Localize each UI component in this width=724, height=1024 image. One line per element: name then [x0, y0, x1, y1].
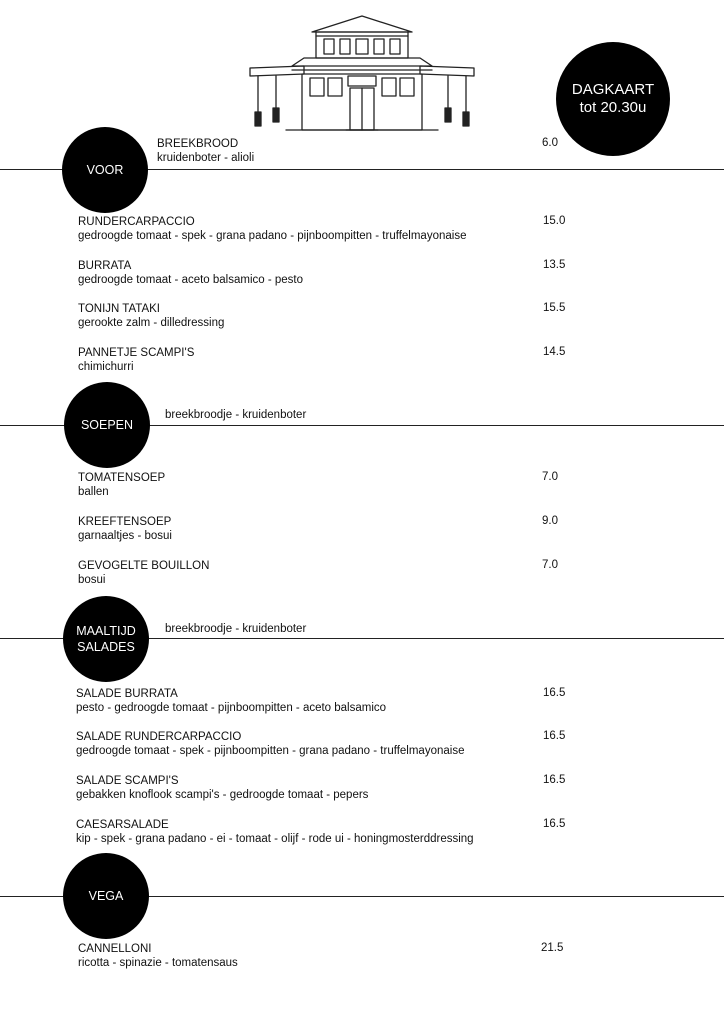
item-description: chimichurri	[78, 361, 134, 373]
item-name: KREEFTENSOEP	[78, 516, 172, 528]
item-name: TONIJN TATAKI	[78, 303, 160, 315]
menu-item	[76, 818, 716, 847]
item-price: 7.0	[542, 471, 558, 483]
item-price: 7.0	[542, 559, 558, 571]
restaurant-building-logo	[246, 12, 478, 132]
item-name: GEVOGELTE BOUILLON	[78, 560, 210, 572]
item-price: 6.0	[542, 137, 558, 149]
menu-item	[157, 137, 724, 166]
item-price: 16.5	[543, 818, 566, 830]
menu-item	[78, 346, 718, 375]
menu-item	[78, 942, 718, 971]
badge-line2: tot 20.30u	[579, 99, 647, 116]
item-name: CANNELLONI	[78, 943, 152, 955]
menu-item	[78, 215, 718, 244]
item-name: RUNDERCARPACCIO	[78, 216, 195, 228]
item-name: TOMATENSOEP	[78, 472, 166, 484]
item-price: 15.0	[543, 215, 566, 227]
item-description: garnaaltjes - bosui	[78, 530, 172, 542]
item-description: bosui	[78, 574, 106, 586]
item-price: 21.5	[541, 942, 564, 954]
section-title-voor: VOOR	[62, 127, 148, 213]
section-note: breekbroodje - kruidenboter	[165, 623, 307, 635]
item-description: pesto - gedroogde tomaat - pijnboompitten - aceto balsamico	[76, 702, 387, 714]
item-description: gedroogde tomaat - aceto balsamico - pesto	[78, 274, 304, 286]
item-name: PANNETJE SCAMPI'S	[78, 347, 195, 359]
menu-item	[78, 559, 718, 588]
section-title-maaltijd-salades: MAALTIJD SALADES	[63, 596, 149, 682]
menu-item	[76, 730, 716, 759]
item-name: SALADE RUNDERCARPACCIO	[76, 731, 242, 743]
menu-item	[78, 259, 718, 288]
section-note: breekbroodje - kruidenboter	[165, 409, 307, 421]
item-price: 14.5	[543, 346, 566, 358]
item-name: BURRATA	[78, 260, 132, 272]
section-title-soepen: SOEPEN	[64, 382, 150, 468]
menu-item	[78, 471, 718, 500]
item-description: ballen	[78, 486, 109, 498]
badge-line1: DAGKAART	[571, 81, 655, 98]
item-name: BREEKBROOD	[157, 138, 239, 150]
item-description: gerookte zalm - dilledressing	[78, 317, 225, 329]
item-description: gedroogde tomaat - spek - pijnboompitten - grana padano - truffelmayonaise	[76, 745, 465, 757]
item-price: 16.5	[543, 730, 566, 742]
menu-item	[76, 687, 716, 716]
menu-item	[78, 302, 718, 331]
section-title-vega: VEGA	[63, 853, 149, 939]
menu-item	[76, 774, 716, 803]
item-price: 15.5	[543, 302, 566, 314]
item-name: CAESARSALADE	[76, 819, 169, 831]
item-price: 13.5	[543, 259, 566, 271]
item-name: SALADE SCAMPI'S	[76, 775, 179, 787]
menu-item	[78, 515, 718, 544]
item-name: SALADE BURRATA	[76, 688, 178, 700]
item-description: gedroogde tomaat - spek - grana padano - pijnboompitten - truffelmayonaise	[78, 230, 467, 242]
item-description: kruidenboter - alioli	[157, 152, 255, 164]
item-description: kip - spek - grana padano - ei - tomaat - olijf - rode ui - honingmosterddressing	[76, 833, 474, 845]
item-price: 16.5	[543, 687, 566, 699]
item-description: ricotta - spinazie - tomatensaus	[78, 957, 238, 969]
item-price: 9.0	[542, 515, 558, 527]
item-price: 16.5	[543, 774, 566, 786]
item-description: gebakken knoflook scampi's - gedroogde tomaat - pepers	[76, 789, 369, 801]
